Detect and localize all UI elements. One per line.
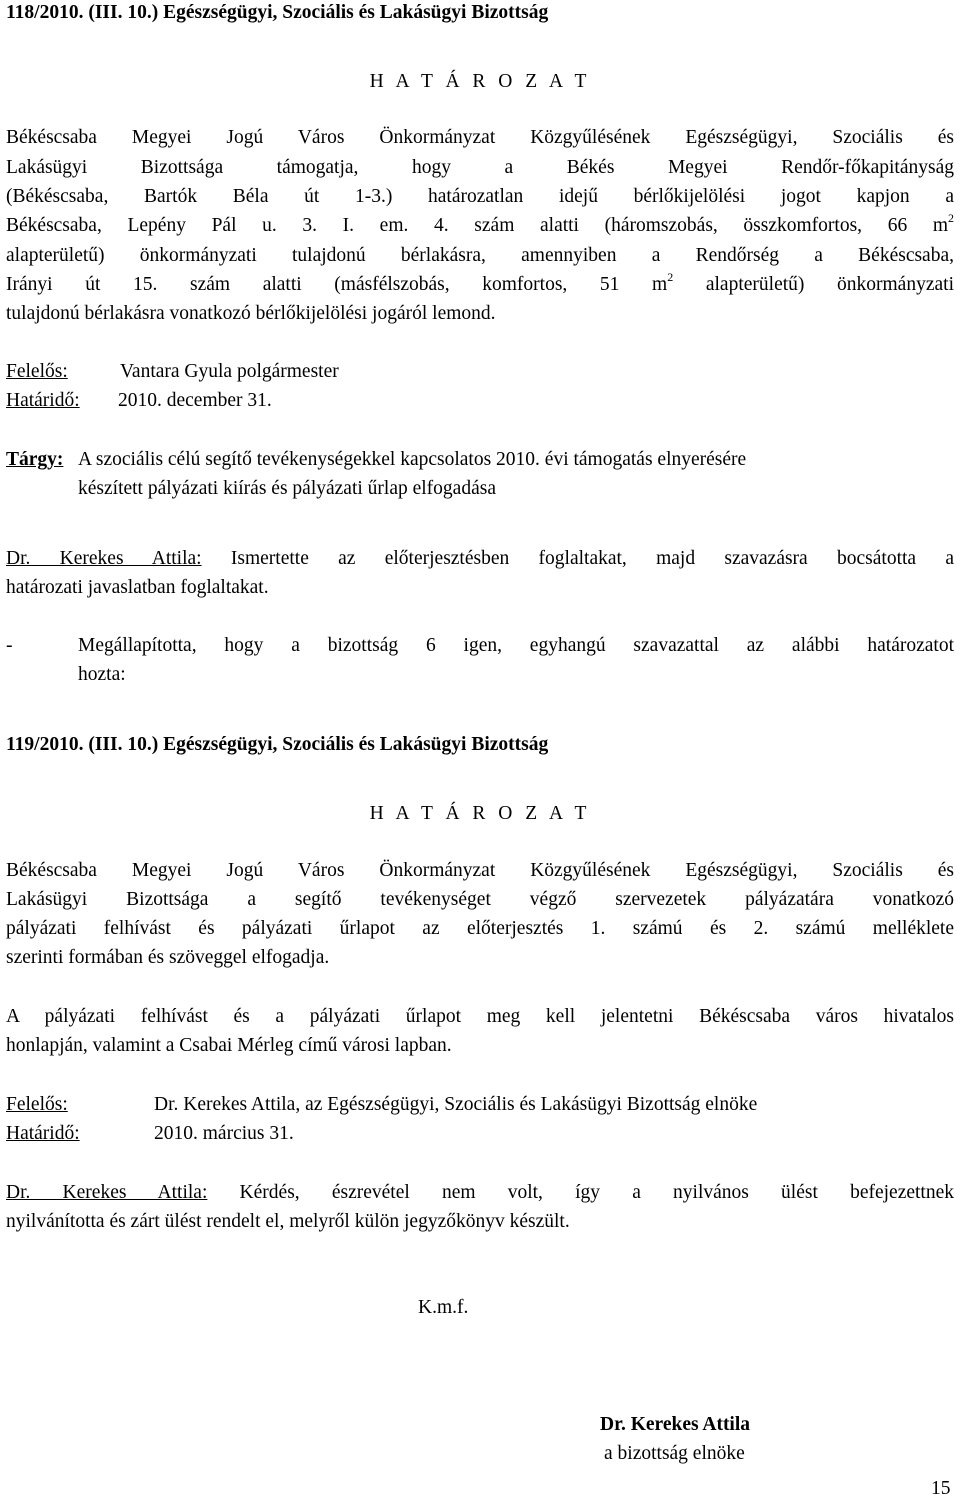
decision-2-heading: 119/2010. (III. 10.) Egészségügyi, Szociális és Lakásügyi Bizottság: [6, 734, 549, 755]
decision-1-heading: 118/2010. (III. 10.) Egészségügyi, Szociális és Lakásügyi Bizottság: [6, 2, 549, 23]
decision-1-line: Lakásügyi Bizottsága támogatja, hogy a Békés Megyei Rendőr-főkapitányság: [6, 157, 954, 178]
responsible-value: Vantara Gyula polgármester: [120, 361, 339, 382]
decision-2-deadline: [6, 1122, 294, 1146]
subject-text: A szociális célú segítő tevékenységekkel kapcsolatos 2010. évi támogatás elnyerésére: [78, 449, 747, 470]
decision-1-title: H A T Á R O Z A T: [369, 71, 591, 92]
decision-2-line: Békéscsaba Megyei Jogú Város Önkormányzat Közgyűlésének Egészségügyi, Szociális és: [6, 860, 954, 881]
vote-line-1: Megállapította, hogy a bizottság 6 igen, egyhangú szavazattal az alábbi határozatot: [78, 635, 954, 656]
subject-line-1: [6, 448, 746, 472]
decision-2-line: szerinti formában és szöveggel elfogadja.: [6, 947, 330, 968]
superscript: 2: [667, 270, 674, 284]
bullet-dash: -: [6, 635, 13, 656]
decision-1-line-with-sup: Békéscsaba, Lepény Pál u. 3. I. em. 4. szám alatti (háromszobás, összkomfortos, 66 $m^2$: [6, 211, 954, 236]
responsible-value: Dr. Kerekes Attila, az Egészségügyi, Szociális és Lakásügyi Bizottság elnöke: [154, 1094, 758, 1115]
discussion-line-2: határozati javaslatban foglaltakat.: [6, 577, 269, 598]
decision-1-line-with-sup: Irányi út 15. szám alatti (másfélszobás, komfortos, 51 $m^2$ alapterületű) önkormányzati: [6, 270, 954, 295]
decision-1-line: (Békéscsaba, Bartók Béla út 1-3.) határozatlan idejű bérlőkijelölési jogot kapjon a: [6, 186, 954, 207]
signatory-name: Dr. Kerekes Attila: [600, 1414, 751, 1435]
decision-2-responsible: [6, 1093, 757, 1117]
decision-1-line: Békéscsaba Megyei Jogú Város Önkormányzat Közgyűlésének Egészségügyi, Szociális és: [6, 127, 954, 148]
closing-line-1: Dr. Kerekes Attila: Kérdés, észrevétel nem volt, így a nyilvános ülést befejezettnek: [6, 1182, 954, 1203]
speaker-name: Dr. Kerekes Attila:: [6, 548, 202, 569]
decision-1-line: tulajdonú bérlakásra vonatkozó bérlőkijelölési jogáról lemond.: [6, 303, 496, 324]
vote-line-2: hozta:: [78, 664, 126, 685]
decision-2-line: pályázati felhívást és pályázati űrlapot az előterjesztés 1. számú és 2. számú melléklete: [6, 918, 954, 939]
decision-2-title: H A T Á R O Z A T: [369, 803, 591, 824]
superscript: 2: [948, 211, 954, 225]
deadline-value: 2010. december 31.: [118, 390, 272, 411]
deadline-label: Határidő:: [6, 390, 80, 411]
decision-2-line: Lakásügyi Bizottsága a segítő tevékenységet végző szervezetek pályázatára vonatkozó: [6, 889, 954, 910]
signatory-role: a bizottság elnöke: [604, 1443, 745, 1464]
kmf: K.m.f.: [418, 1297, 469, 1318]
decision-1-line: alapterületű) önkormányzati tulajdonú bérlakásra, amennyiben a Rendőrség a Békéscsaba,: [6, 245, 954, 266]
decision-2-line: A pályázati felhívást és a pályázati űrlapot meg kell jelentetni Békéscsaba város hivatalos: [6, 1006, 954, 1027]
decision-1-deadline: [6, 389, 272, 413]
deadline-value: 2010. március 31.: [154, 1123, 294, 1144]
speaker-name: Dr. Kerekes Attila:: [6, 1182, 208, 1203]
subject-label: Tárgy:: [6, 449, 64, 470]
responsible-label: Felelős:: [6, 361, 68, 382]
decision-2-line: honlapján, valamint a Csabai Mérleg című városi lapban.: [6, 1035, 452, 1056]
deadline-label: Határidő:: [6, 1123, 80, 1144]
page-number: 15: [931, 1478, 951, 1499]
responsible-label: Felelős:: [6, 1094, 68, 1115]
closing-line-2: nyilvánította és zárt ülést rendelt el, melyről külön jegyzőkönyv készült.: [6, 1211, 570, 1232]
decision-1-responsible: [6, 360, 339, 384]
discussion-line-1: Dr. Kerekes Attila: Ismertette az előterjesztésben foglaltakat, majd szavazásra bocsátotta a: [6, 548, 954, 569]
subject-line-2: készített pályázati kiírás és pályázati űrlap elfogadása: [78, 478, 496, 499]
